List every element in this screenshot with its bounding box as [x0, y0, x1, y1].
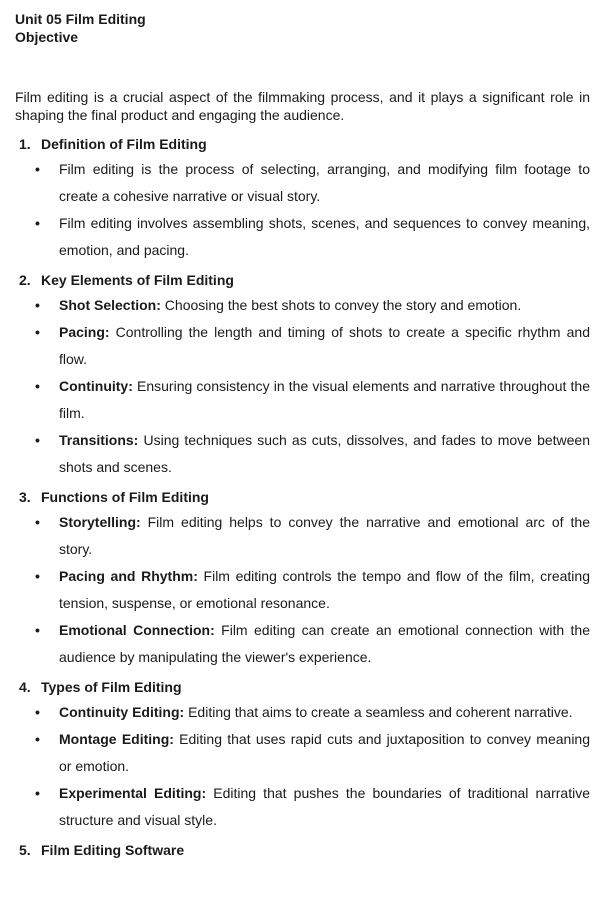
list-item [15, 319, 590, 373]
item-text: Film editing controls the tempo and flow of the film, creating tension, suspense, or emotional resonance. [59, 568, 590, 611]
item-text: Editing that pushes the boundaries of traditional narrative structure and visual style. [59, 785, 590, 828]
section-heading [15, 841, 590, 859]
bullet-dot-icon: • [35, 731, 40, 747]
section-number: 3. [19, 489, 31, 505]
section-heading [15, 135, 590, 153]
section-title: Film Editing Software [41, 842, 185, 858]
list-item [15, 210, 590, 264]
item-term: Pacing and Rhythm: [59, 568, 198, 584]
bullet-dot-icon: • [35, 161, 40, 177]
item-text: Controlling the length and timing of shots to create a specific rhythm and flow. [59, 324, 590, 367]
list-item [15, 156, 590, 210]
list-item [15, 373, 590, 427]
section-list [15, 135, 590, 859]
bullet-dot-icon: • [35, 297, 40, 313]
section-number: 1. [19, 136, 31, 152]
bullet-list [15, 699, 590, 834]
section [15, 135, 590, 264]
item-term: Montage Editing: [59, 731, 174, 747]
item-term: Emotional Connection: [59, 622, 215, 638]
item-text: Ensuring consistency in the visual elements and narrative throughout the film. [59, 378, 590, 421]
section-title: Types of Film Editing [41, 679, 182, 695]
list-item [15, 617, 590, 671]
unit-title: Unit 05 Film Editing [15, 11, 146, 27]
item-text: Film editing is the process of selecting, arranging, and modifying film footage to create a cohesive narrative or visual story. [59, 161, 590, 204]
bullet-dot-icon: • [35, 785, 40, 801]
bullet-dot-icon: • [35, 568, 40, 584]
bullet-dot-icon: • [35, 378, 40, 394]
bullet-list [15, 292, 590, 481]
section [15, 271, 590, 481]
bullet-dot-icon: • [35, 622, 40, 638]
intro-paragraph: Film editing is a crucial aspect of the filmmaking process, and it plays a significant role in shaping the final product and engaging the audience. [15, 89, 590, 123]
list-item [15, 726, 590, 780]
list-item [15, 292, 590, 319]
section-number: 4. [19, 679, 31, 695]
item-text: Film editing can create an emotional connection with the audience by manipulating the viewer's experience. [59, 622, 591, 665]
section-number: 5. [19, 842, 31, 858]
bullet-dot-icon: • [35, 514, 40, 530]
item-text: Film editing helps to convey the narrative and emotional arc of the story. [59, 514, 590, 557]
objective-heading: Objective [15, 29, 79, 45]
bullet-list [15, 509, 590, 671]
item-text: Using techniques such as cuts, dissolves, and fades to move between shots and scenes. [59, 432, 590, 475]
item-text: Editing that aims to create a seamless and coherent narrative. [184, 704, 573, 720]
item-term: Shot Selection: [59, 297, 161, 313]
item-term: Continuity: [59, 378, 133, 394]
list-item [15, 699, 590, 726]
item-term: Experimental Editing: [59, 785, 207, 801]
item-term: Transitions: [59, 432, 139, 448]
item-term: Storytelling: [59, 514, 141, 530]
bullet-dot-icon: • [35, 215, 40, 231]
section-heading [15, 271, 590, 289]
list-item [15, 427, 590, 481]
section-title: Functions of Film Editing [41, 489, 209, 505]
bullet-dot-icon: • [35, 704, 40, 720]
section-heading [15, 488, 590, 506]
section-heading [15, 678, 590, 696]
section-title: Definition of Film Editing [41, 136, 207, 152]
section-title: Key Elements of Film Editing [41, 272, 234, 288]
list-item [15, 780, 590, 834]
section-number: 2. [19, 272, 31, 288]
list-item [15, 563, 590, 617]
bullet-list [15, 156, 590, 264]
item-term: Pacing: [59, 324, 110, 340]
item-text: Editing that uses rapid cuts and juxtaposition to convey meaning or emotion. [59, 731, 590, 774]
section [15, 841, 590, 859]
section [15, 488, 590, 671]
item-term: Continuity Editing: [59, 704, 185, 720]
bullet-dot-icon: • [35, 432, 40, 448]
item-text: Choosing the best shots to convey the story and emotion. [160, 297, 522, 313]
section [15, 678, 590, 834]
bullet-dot-icon: • [35, 324, 40, 340]
list-item [15, 509, 590, 563]
item-text: Film editing involves assembling shots, scenes, and sequences to convey meaning, emotion, and pacing. [59, 215, 590, 258]
